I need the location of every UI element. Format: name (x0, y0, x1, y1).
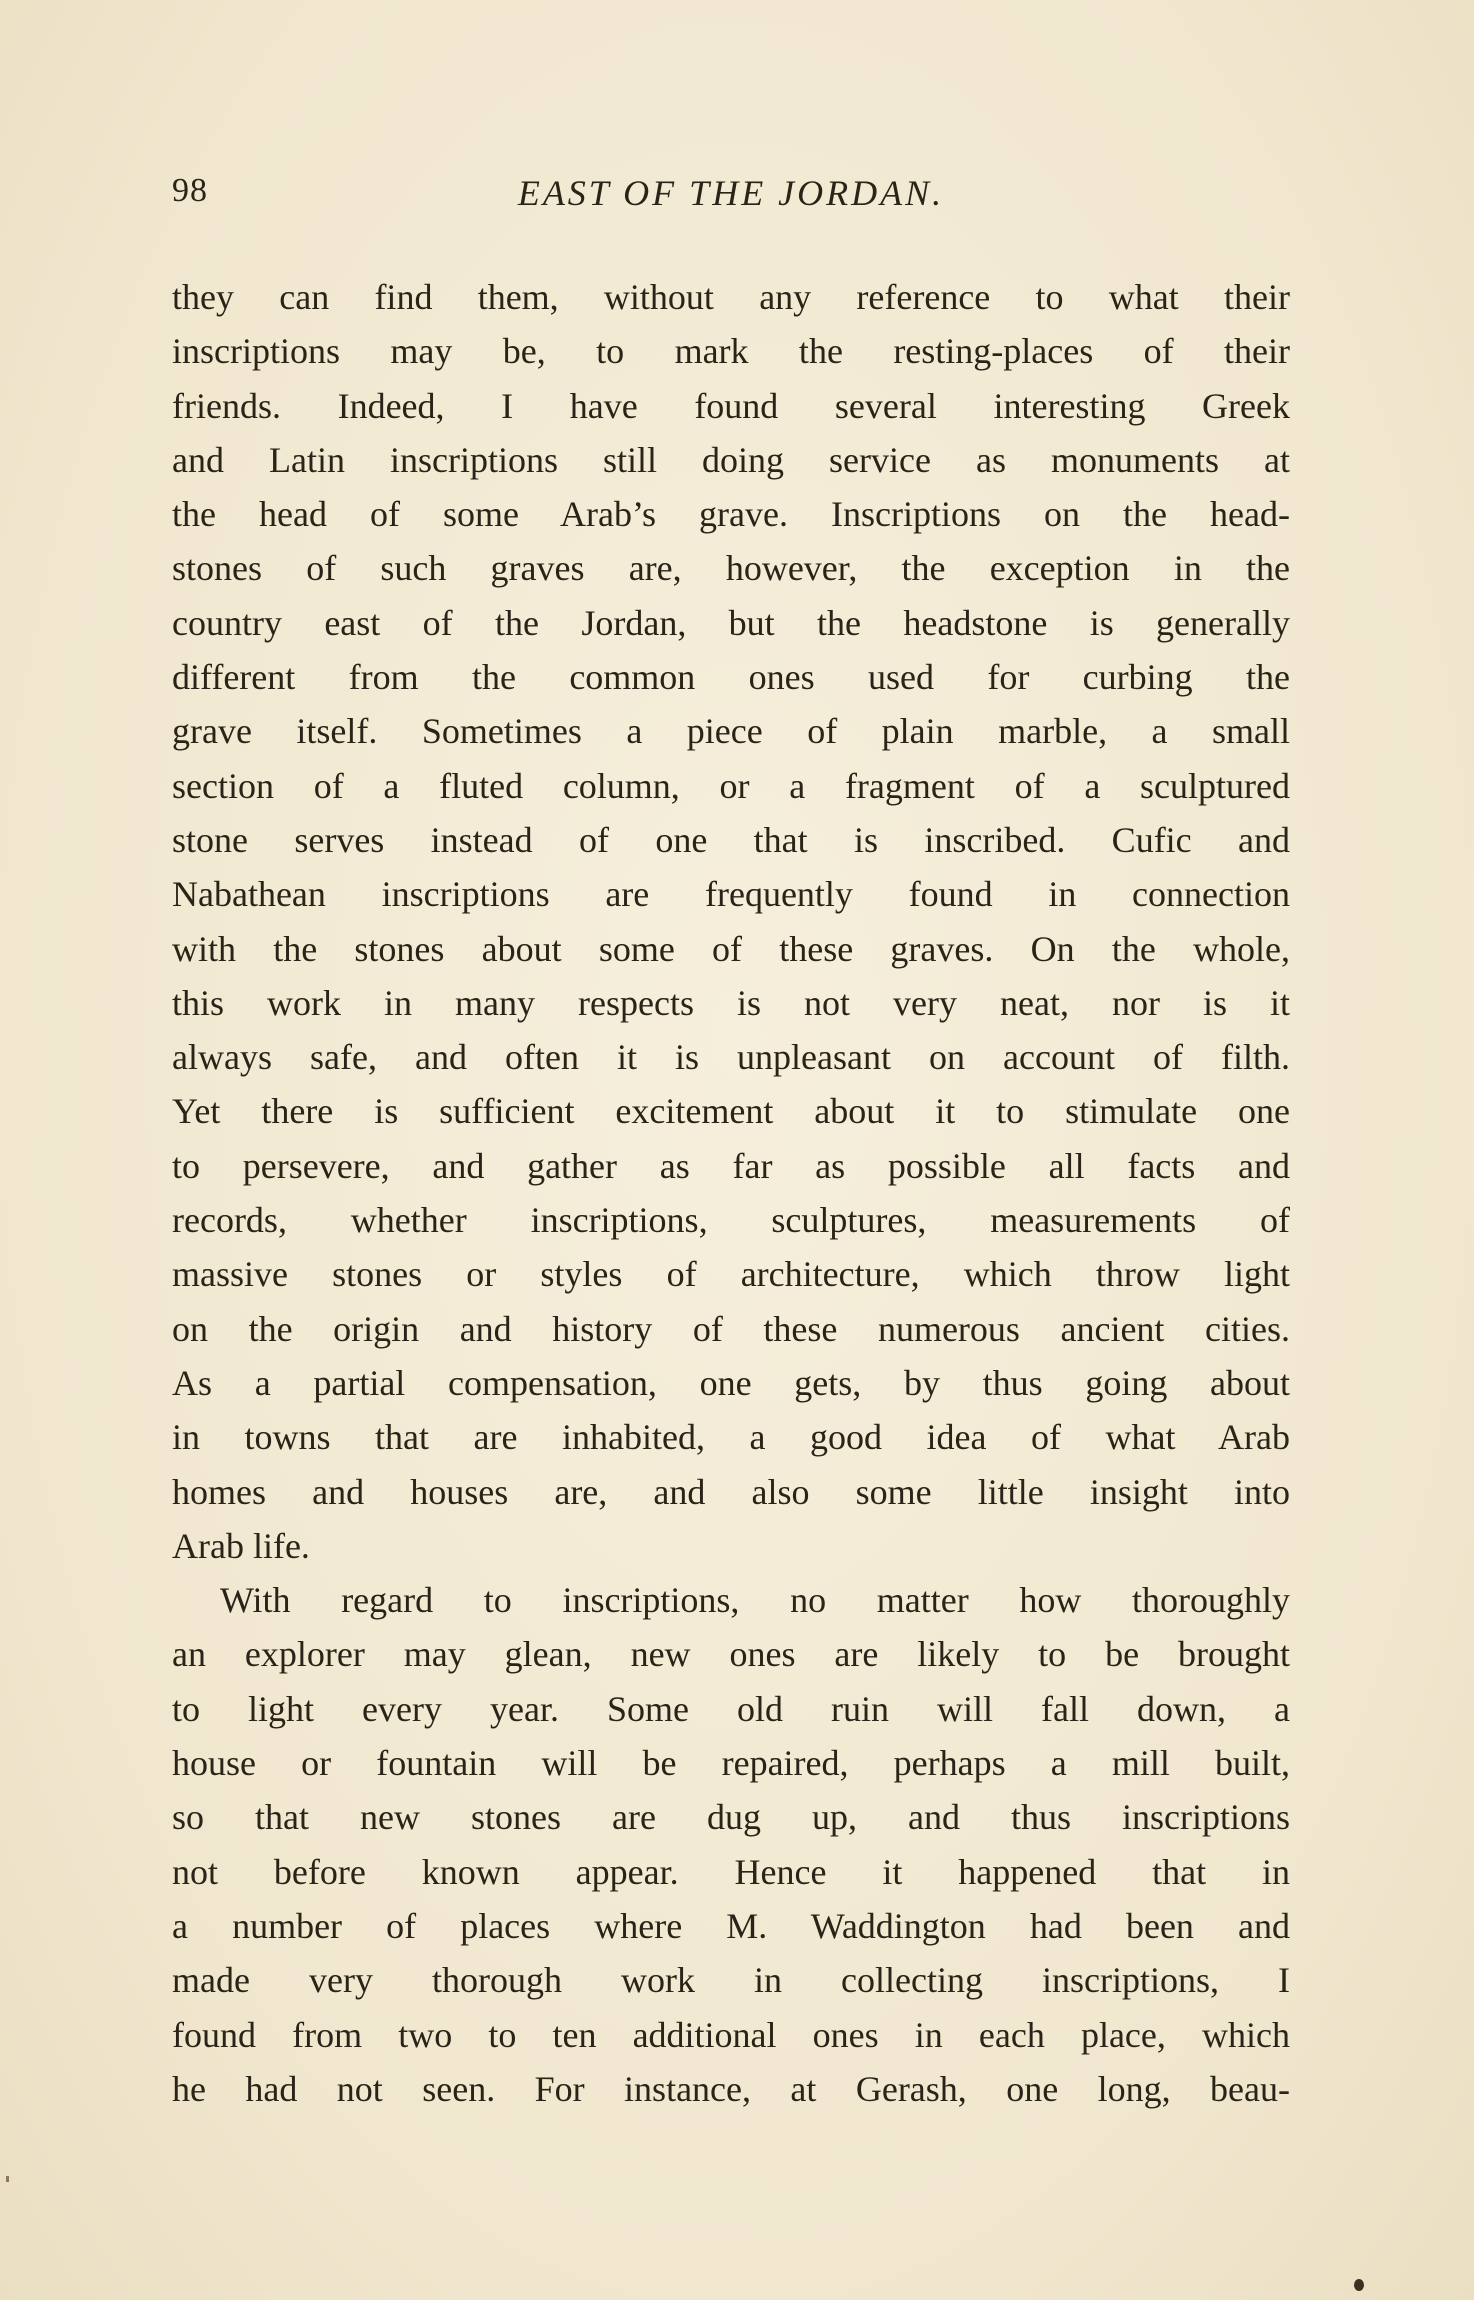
text-line: stone serves instead of one that is inscribed. Cufic and (172, 819, 1290, 860)
text-line: he had not seen. For instance, at Gerash, one long, beau- (172, 2068, 1290, 2109)
text-line: records, whether inscriptions, sculptures, measurements of (172, 1200, 1290, 1241)
text-line: to light every year. Some old ruin will fall down, a (172, 1688, 1290, 1729)
text-line: in towns that are inhabited, a good idea of what Arab (172, 1417, 1290, 1458)
text-line: country east of the Jordan, but the headstone is generally (172, 602, 1290, 643)
text-line: the head of some Arab’s grave. Inscriptions on the head- (172, 494, 1290, 535)
text-line: grave itself. Sometimes a piece of plain marble, a small (172, 711, 1290, 752)
text-line: so that new stones are dug up, and thus inscriptions (172, 1797, 1290, 1838)
text-line: they can find them, without any reference to what their (172, 277, 1290, 317)
text-line: an explorer may glean, new ones are likely to be brought (172, 1634, 1290, 1675)
text-line: Yet there is sufficient excitement about it to stimulate one (172, 1091, 1290, 1132)
text-line: With regard to inscriptions, no matter how thoroughly (220, 1580, 1290, 1621)
text-line: friends. Indeed, I have found several interesting Greek (172, 385, 1290, 426)
text-line: with the stones about some of these graves. On the whole, (172, 928, 1290, 969)
text-line: on the origin and history of these numerous ancient cities. (172, 1308, 1290, 1349)
text-line: house or fountain will be repaired, perhaps a mill built, (172, 1743, 1290, 1784)
body-text (172, 270, 1290, 2116)
text-line: massive stones or styles of architecture, which throw light (172, 1254, 1290, 1295)
text-line: Nabathean inscriptions are frequently found in connection (172, 874, 1290, 915)
text-line: section of a fluted column, or a fragment of a sculptured (172, 765, 1290, 806)
text-line: a number of places where M. Waddington had been and (172, 1905, 1290, 1946)
text-line: different from the common ones used for curbing the (172, 657, 1290, 698)
ink-speck (1354, 2279, 1364, 2291)
ink-speck (6, 2176, 9, 2182)
text-line: homes and houses are, and also some little insight into (172, 1471, 1290, 1512)
text-line: this work in many respects is not very neat, nor is it (172, 982, 1290, 1023)
text-line: to persevere, and gather as far as possible all facts and (172, 1145, 1290, 1186)
page-header (172, 172, 1290, 232)
text-line: found from two to ten additional ones in each place, which (172, 2014, 1290, 2055)
text-line: Arab life. (172, 1525, 310, 1566)
running-head: EAST OF THE JORDAN. (517, 173, 945, 213)
text-line: As a partial compensation, one gets, by thus going about (172, 1362, 1290, 1403)
text-line: inscriptions may be, to mark the resting-places of their (172, 331, 1290, 372)
text-line: always safe, and often it is unpleasant on account of filth. (172, 1037, 1290, 1078)
page-number: 98 (172, 172, 208, 209)
text-line: not before known appear. Hence it happened that in (172, 1851, 1290, 1892)
text-line: made very thorough work in collecting inscriptions, I (172, 1960, 1290, 2001)
text-line: and Latin inscriptions still doing service as monuments at (172, 439, 1290, 480)
text-line: stones of such graves are, however, the exception in the (172, 548, 1290, 589)
